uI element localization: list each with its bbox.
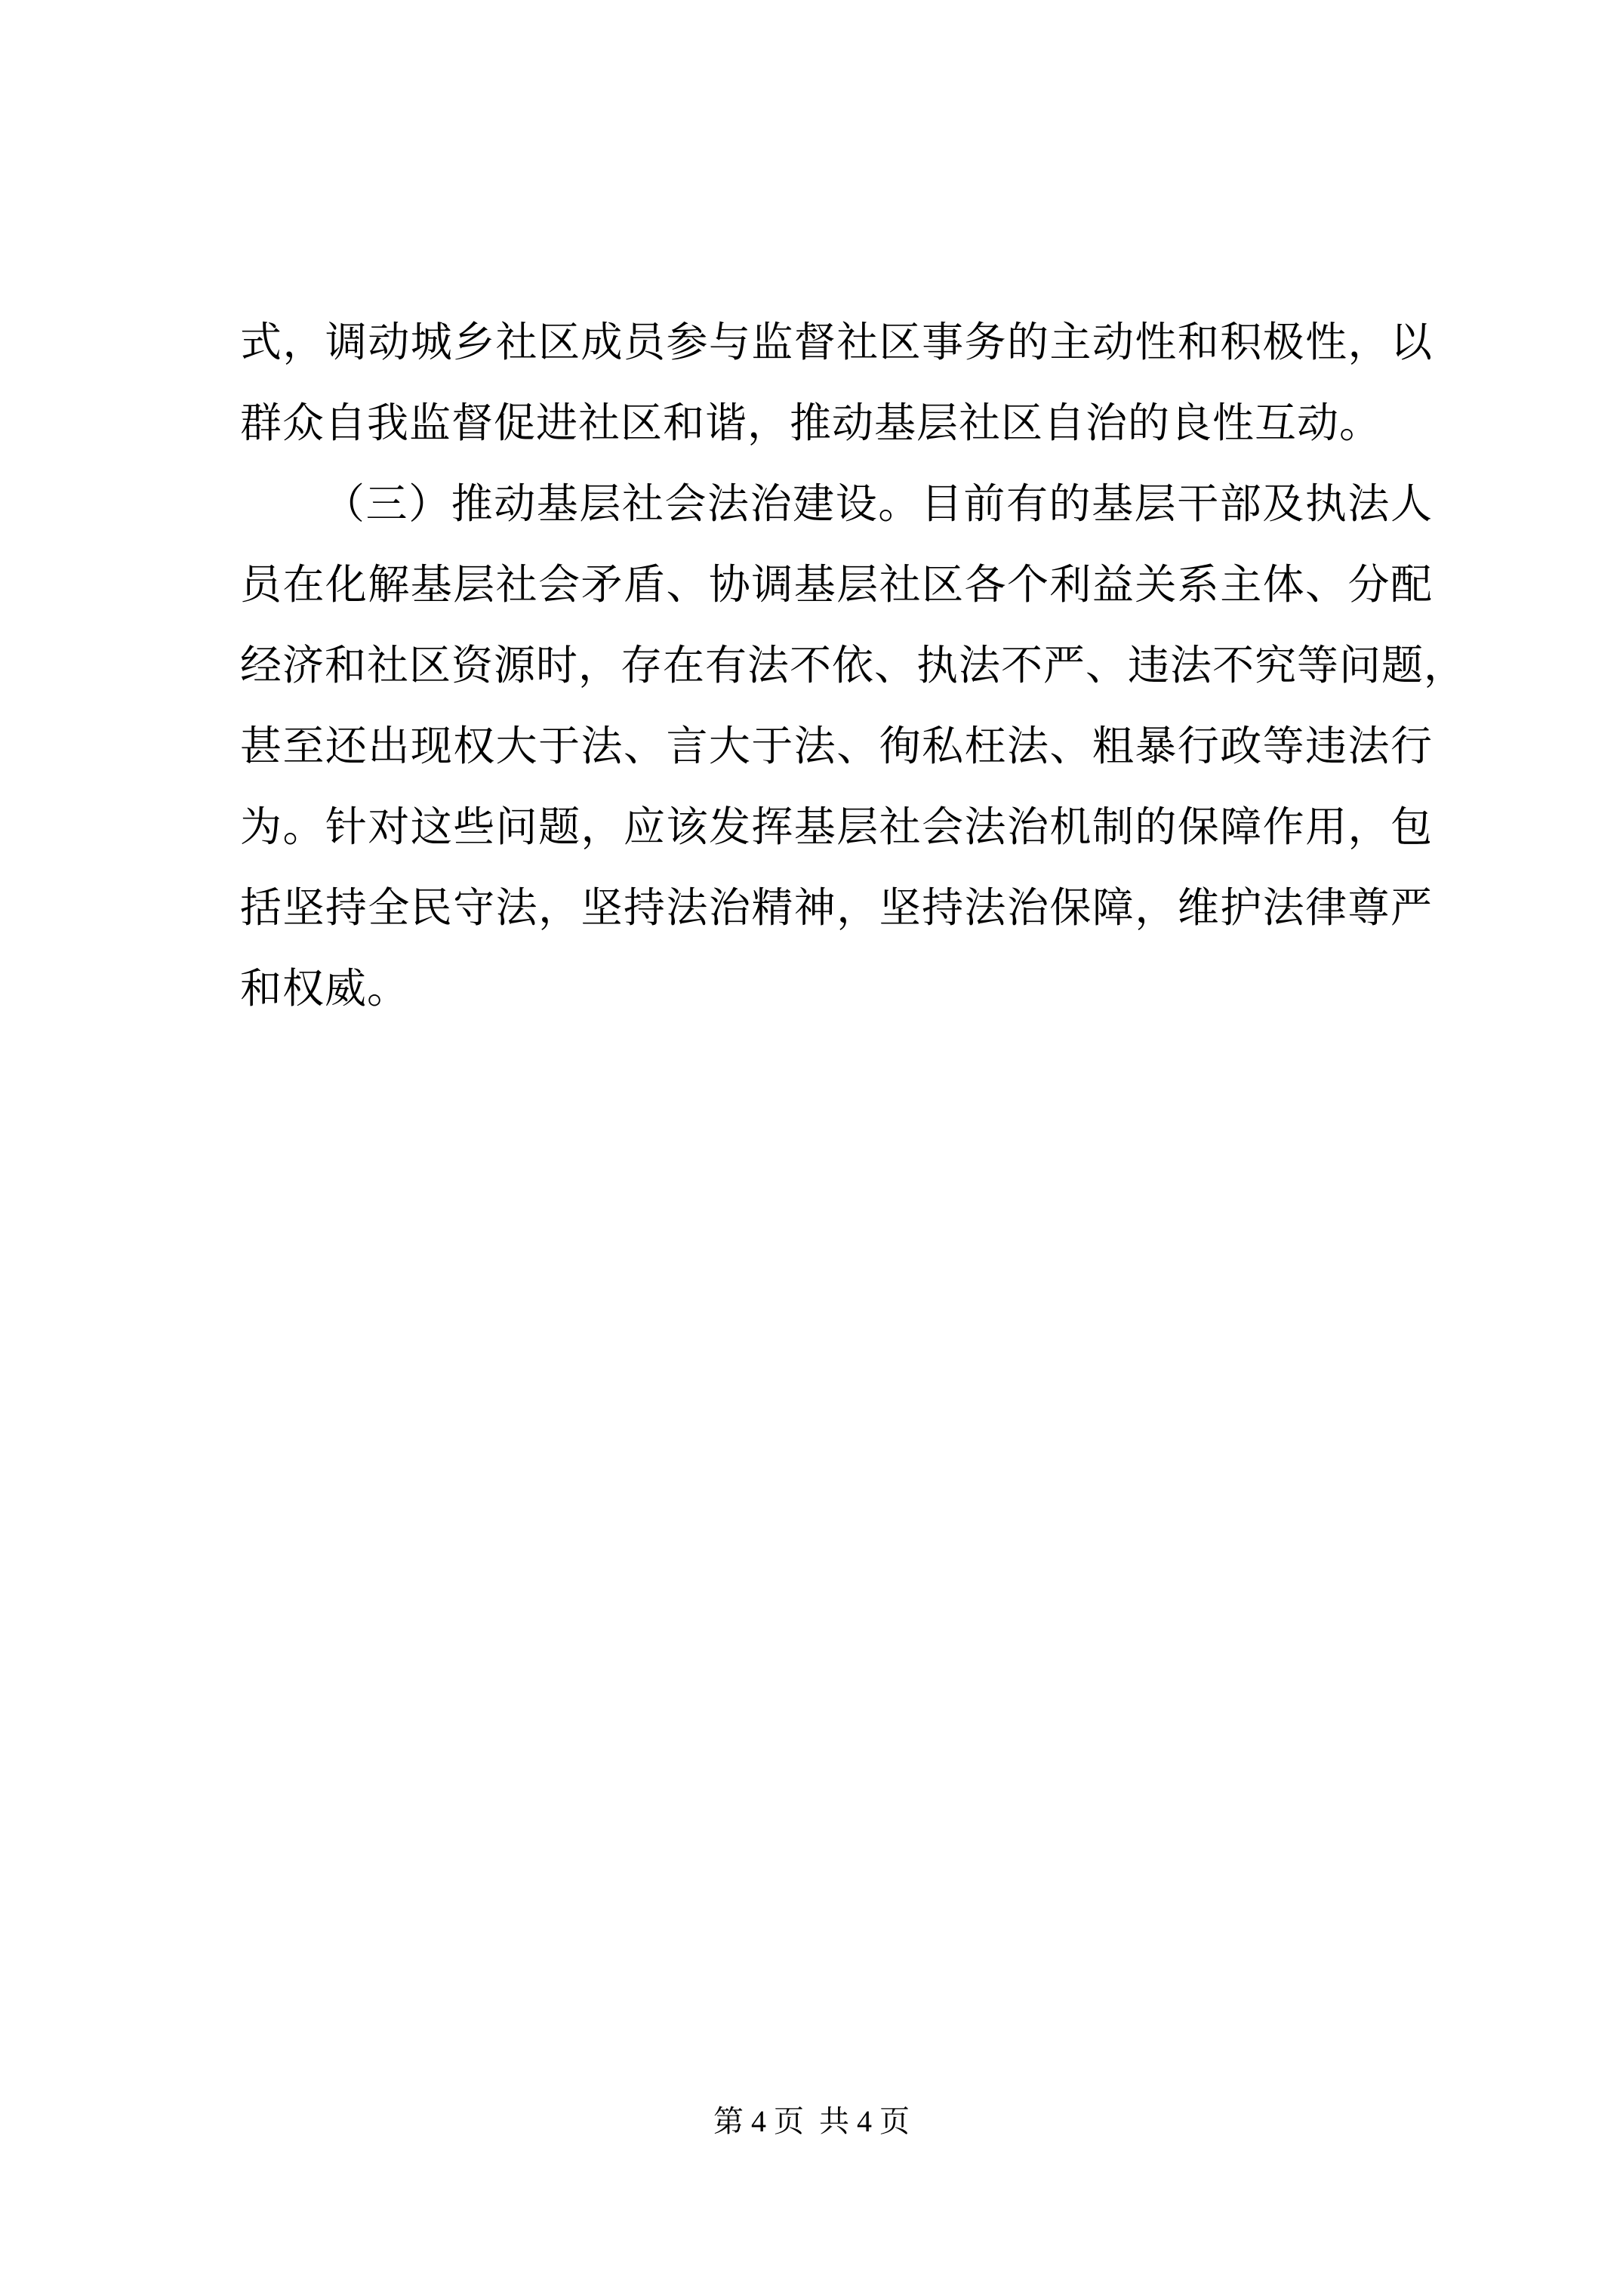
text-line: 甚至还出现权大于法、言大于法、徇私枉法、粗暴行政等违法行 xyxy=(240,722,1433,770)
page-number-footer: 第 4 页 共 4 页 xyxy=(713,2104,910,2138)
body-text xyxy=(240,302,1467,1029)
paragraph-1 xyxy=(240,302,1433,464)
text-line: （三）推动基层社会法治建设。目前有的基层干部及执法人 xyxy=(323,479,1433,528)
text-line: 群众自我监督促进社区和谐，推动基层社区自治的良性互动。 xyxy=(240,399,1382,447)
text-line: 式，调动城乡社区成员参与监督社区事务的主动性和积极性，以 xyxy=(240,318,1433,366)
text-line: 员在化解基层社会矛盾、协调基层社区各个利益关系主体、分配 xyxy=(240,560,1433,609)
text-line: 和权威。 xyxy=(240,964,410,1012)
text-line: 为。针对这些问题，应该发挥基层社会法治机制的保障作用，包 xyxy=(240,803,1433,851)
text-line: 括坚持全民守法，坚持法治精神，坚持法治保障，维护法律尊严 xyxy=(240,883,1433,932)
text-line: 经济和社区资源时，存在有法不依、执法不严、违法不究等问题， xyxy=(240,641,1467,689)
paragraph-2 xyxy=(240,464,1467,1029)
